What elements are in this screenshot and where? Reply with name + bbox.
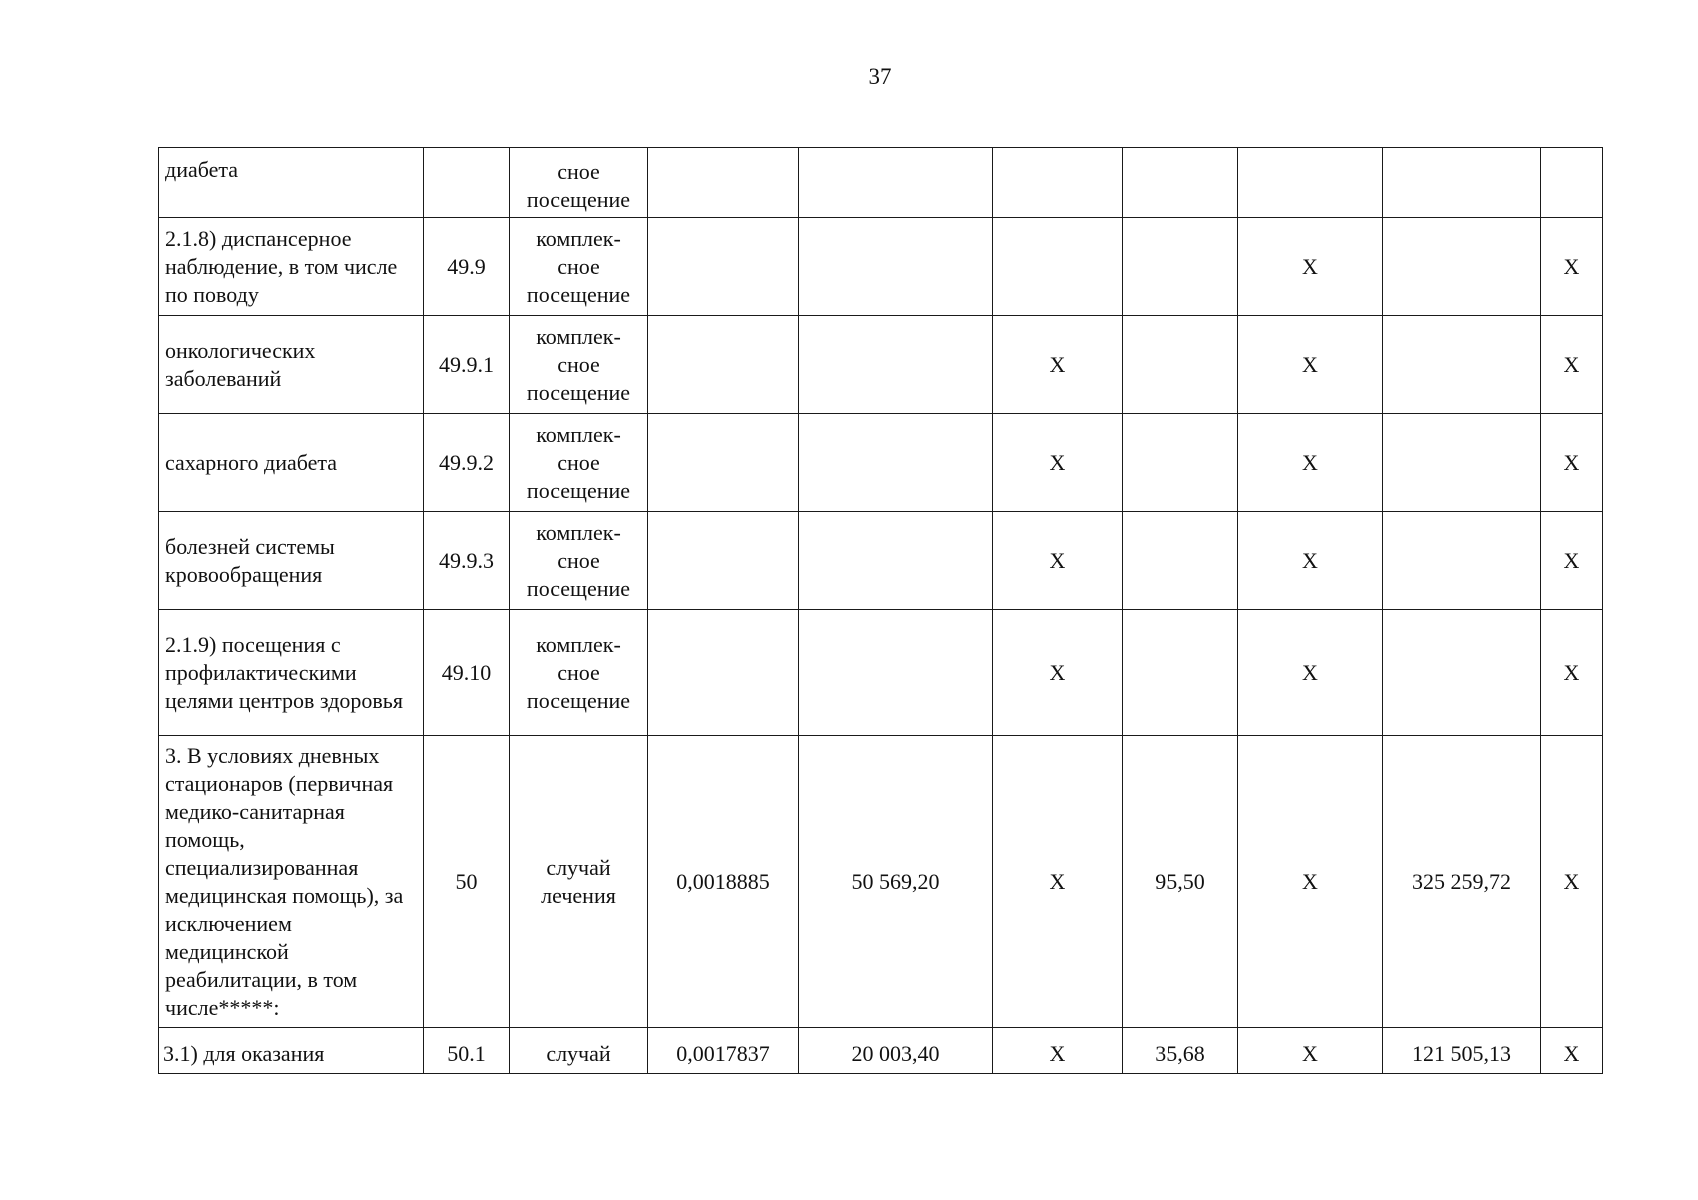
row-cell (993, 218, 1123, 316)
row-cell (1123, 316, 1238, 414)
row-cell: Х (993, 736, 1123, 1028)
row-cell (799, 512, 993, 610)
row-cell (1383, 316, 1541, 414)
row-cell (648, 148, 799, 218)
row-cell: 20 003,40 (799, 1028, 993, 1074)
row-cell: 0,0018885 (648, 736, 799, 1028)
table-row (159, 316, 1603, 414)
row-cell: Х (1541, 316, 1603, 414)
row-code: 49.9.2 (424, 414, 510, 512)
row-cell: 121 505,13 (1383, 1028, 1541, 1074)
row-unit: комплек-сное посещение (510, 218, 648, 316)
row-cell (799, 148, 993, 218)
row-cell (1383, 512, 1541, 610)
row-cell (1383, 610, 1541, 736)
row-cell (648, 414, 799, 512)
row-cell (1123, 512, 1238, 610)
row-cell (1541, 148, 1603, 218)
row-cell (993, 148, 1123, 218)
row-name: 2.1.9) посещения с профилактическими целями центров здоровья (159, 610, 424, 736)
row-name: 2.1.8) диспансерное наблюдение, в том числе по поводу (159, 218, 424, 316)
row-cell: Х (1238, 316, 1383, 414)
row-name: 3. В условиях дневных стационаров (первичная медико-санитарная помощь, специализированная медицинская помощь), за исключением медицинской реабилитации, в том числе*****: (159, 736, 424, 1028)
row-code (424, 148, 510, 218)
row-cell: Х (1541, 610, 1603, 736)
row-cell: Х (1541, 736, 1603, 1028)
row-code: 49.9 (424, 218, 510, 316)
row-cell: Х (1541, 218, 1603, 316)
row-code: 50 (424, 736, 510, 1028)
row-name: болезней системы кровообращения (159, 512, 424, 610)
table-row (159, 512, 1603, 610)
row-cell: 95,50 (1123, 736, 1238, 1028)
row-cell: Х (1238, 512, 1383, 610)
row-cell: 35,68 (1123, 1028, 1238, 1074)
row-cell: Х (1541, 414, 1603, 512)
row-code: 49.10 (424, 610, 510, 736)
row-code: 49.9.3 (424, 512, 510, 610)
row-cell (648, 512, 799, 610)
row-cell: Х (1238, 610, 1383, 736)
row-cell (1123, 414, 1238, 512)
row-cell (799, 316, 993, 414)
table-row (159, 218, 1603, 316)
row-cell (799, 218, 993, 316)
row-cell (799, 610, 993, 736)
row-cell: Х (993, 414, 1123, 512)
row-cell: Х (993, 316, 1123, 414)
row-name: сахарного диабета (159, 414, 424, 512)
row-name: 3.1) для оказания (159, 1028, 424, 1074)
row-cell: Х (1238, 1028, 1383, 1074)
row-cell: Х (1238, 736, 1383, 1028)
row-cell: Х (1238, 218, 1383, 316)
row-name: диабета (159, 148, 424, 218)
row-unit: комплек-сное посещение (510, 316, 648, 414)
row-cell (1383, 148, 1541, 218)
row-cell: Х (1541, 1028, 1603, 1074)
row-cell: 50 569,20 (799, 736, 993, 1028)
row-cell: Х (993, 610, 1123, 736)
row-unit: случай лечения (510, 736, 648, 1028)
row-cell: 0,0017837 (648, 1028, 799, 1074)
row-code: 50.1 (424, 1028, 510, 1074)
row-name: онкологических заболеваний (159, 316, 424, 414)
row-cell (1123, 148, 1238, 218)
row-cell (1123, 218, 1238, 316)
row-cell: Х (993, 512, 1123, 610)
row-unit: случай (510, 1028, 648, 1074)
row-cell (1123, 610, 1238, 736)
row-cell (648, 316, 799, 414)
data-table (158, 147, 1603, 1074)
row-cell: Х (1541, 512, 1603, 610)
row-cell: Х (1238, 414, 1383, 512)
row-cell: Х (993, 1028, 1123, 1074)
page-number: 37 (868, 64, 892, 89)
row-cell (799, 414, 993, 512)
row-unit: сное посещение (510, 148, 648, 218)
row-cell (648, 610, 799, 736)
row-cell: 325 259,72 (1383, 736, 1541, 1028)
table-row (159, 148, 1603, 218)
row-cell (1383, 414, 1541, 512)
table-row (159, 610, 1603, 736)
table-row (159, 414, 1603, 512)
row-unit: комплек-сное посещение (510, 512, 648, 610)
table-row (159, 736, 1603, 1028)
row-code: 49.9.1 (424, 316, 510, 414)
row-unit: комплек-сное посещение (510, 414, 648, 512)
table-row (159, 1028, 1603, 1074)
row-unit: комплек-сное посещение (510, 610, 648, 736)
row-cell (1383, 218, 1541, 316)
row-cell (648, 218, 799, 316)
row-cell (1238, 148, 1383, 218)
